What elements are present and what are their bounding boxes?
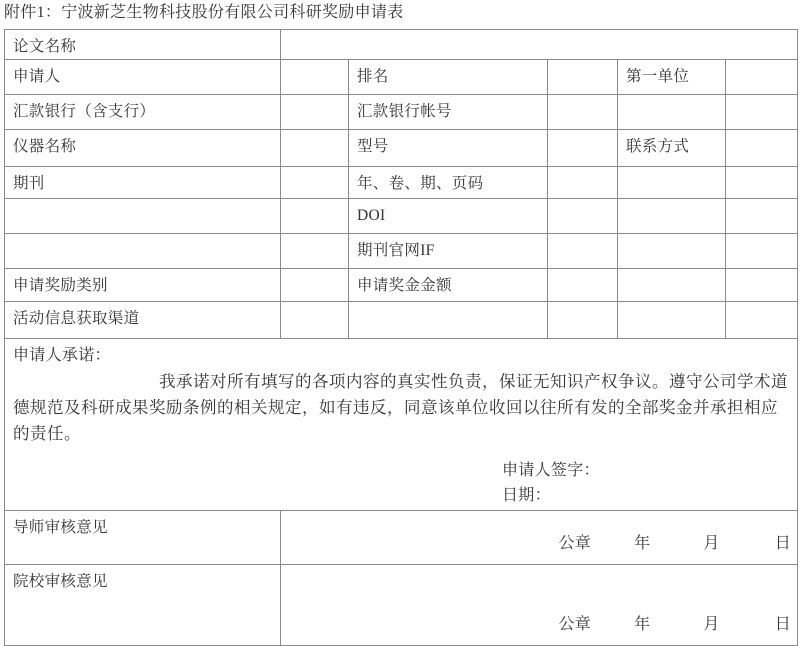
field-label-contact-method: 联系方式: [618, 130, 726, 167]
input-cell-school-review[interactable]: [281, 565, 798, 646]
input-cell-doi-left-2[interactable]: [281, 199, 349, 234]
input-cell-applicant[interactable]: [281, 60, 349, 95]
document-title: 附件1：宁波新芝生物科技股份有限公司科研奖励申请表: [4, 4, 404, 21]
input-cell-award-extra-1[interactable]: [618, 269, 726, 302]
input-cell-paper-title[interactable]: [281, 30, 798, 60]
input-cell-remittance-bank[interactable]: [281, 95, 349, 130]
input-cell-doi[interactable]: [548, 199, 618, 234]
field-label-bank-account: 汇款银行帐号: [349, 95, 548, 130]
input-cell-journal-extra-2[interactable]: [726, 167, 798, 199]
application-form-table: [4, 29, 798, 646]
field-label-mentor-review: 导师审核意见: [5, 511, 281, 565]
row-journal-if: [5, 234, 798, 269]
row-paper-title: [5, 30, 798, 60]
input-cell-journal[interactable]: [281, 167, 349, 199]
input-cell-journal-if[interactable]: [548, 234, 618, 269]
input-cell-info-channel-5[interactable]: [726, 302, 798, 339]
input-cell-if-left-2[interactable]: [281, 234, 349, 269]
input-cell-info-channel-3[interactable]: [548, 302, 618, 339]
school-seal-date-line: [559, 615, 792, 635]
school-year-label: 年: [634, 616, 651, 633]
field-label-instrument-name: 仪器名称: [5, 130, 281, 167]
input-cell-year-volume-issue-pages[interactable]: [548, 167, 618, 199]
input-cell-model[interactable]: [548, 130, 618, 167]
input-cell-mentor-review[interactable]: [281, 511, 798, 565]
row-doi: [5, 199, 798, 234]
input-cell-doi-extra-2[interactable]: [726, 199, 798, 234]
field-label-award-amount: 申请奖金金额: [349, 269, 548, 302]
school-seal-label: 公章: [558, 616, 592, 633]
applicant-signature-label: 申请人签字：: [502, 462, 600, 479]
input-cell-info-channel-2[interactable]: [349, 302, 548, 339]
row-promise: [5, 339, 798, 511]
school-day-label: 日: [774, 616, 792, 633]
field-label-info-channel: 活动信息获取渠道: [5, 302, 281, 339]
field-label-first-unit: 第一单位: [618, 60, 726, 95]
input-cell-info-channel-1[interactable]: [281, 302, 349, 339]
mentor-year-label: 年: [634, 535, 651, 552]
input-cell-first-unit[interactable]: [726, 60, 798, 95]
row-award: [5, 269, 798, 302]
input-cell-if-extra-2[interactable]: [726, 234, 798, 269]
row-instrument: [5, 130, 798, 167]
input-cell-bank-extra-2[interactable]: [726, 95, 798, 130]
mentor-seal-label: 公章: [558, 535, 592, 552]
field-label-school-review: 院校审核意见: [5, 565, 281, 646]
input-cell-contact-method[interactable]: [726, 130, 798, 167]
input-cell-info-channel-4[interactable]: [618, 302, 726, 339]
input-cell-doi-left-1[interactable]: [5, 199, 281, 234]
promise-section: [5, 339, 798, 511]
field-label-year-volume-issue-pages: 年、卷、期、页码: [349, 167, 548, 199]
row-info-channel: [5, 302, 798, 339]
input-cell-if-extra-1[interactable]: [618, 234, 726, 269]
field-label-paper-title: 论文名称: [5, 30, 281, 60]
input-cell-award-category[interactable]: [281, 269, 349, 302]
field-label-applicant: 申请人: [5, 60, 281, 95]
input-cell-instrument-name[interactable]: [281, 130, 349, 167]
input-cell-journal-extra-1[interactable]: [618, 167, 726, 199]
field-label-award-category: 申请奖励类别: [5, 269, 281, 302]
input-cell-doi-extra-1[interactable]: [618, 199, 726, 234]
field-label-journal: 期刊: [5, 167, 281, 199]
input-cell-rank[interactable]: [548, 60, 618, 95]
promise-heading: 申请人承诺：: [13, 347, 111, 364]
row-school-review: [5, 565, 798, 646]
field-label-remittance-bank: 汇款银行（含支行）: [5, 95, 281, 130]
field-label-rank: 排名: [349, 60, 548, 95]
row-applicant: [5, 60, 798, 95]
row-journal: [5, 167, 798, 199]
input-cell-award-extra-2[interactable]: [726, 269, 798, 302]
mentor-month-label: 月: [703, 535, 720, 552]
input-cell-bank-account[interactable]: [548, 95, 618, 130]
field-label-doi: DOI: [349, 199, 548, 234]
row-mentor-review: [5, 511, 798, 565]
promise-body: 我承诺对所有填写的各项内容的真实性负责，保证无知识产权争议。遵守公司学术道德规范及科研成果奖励条例的相关规定，如有违反，同意该单位收回以往所有发的全部奖金并承担相应的责任。: [13, 372, 788, 443]
input-cell-if-left-1[interactable]: [5, 234, 281, 269]
school-month-label: 月: [703, 616, 720, 633]
field-label-model: 型号: [349, 130, 548, 167]
signature-block: [502, 458, 789, 508]
input-cell-bank-extra-1[interactable]: [618, 95, 726, 130]
field-label-journal-if: 期刊官网IF: [349, 234, 548, 269]
mentor-seal-date-line: [559, 534, 792, 554]
date-label: 日期：: [502, 487, 551, 504]
input-cell-award-amount[interactable]: [548, 269, 618, 302]
row-bank: [5, 95, 798, 130]
mentor-day-label: 日: [774, 535, 792, 552]
